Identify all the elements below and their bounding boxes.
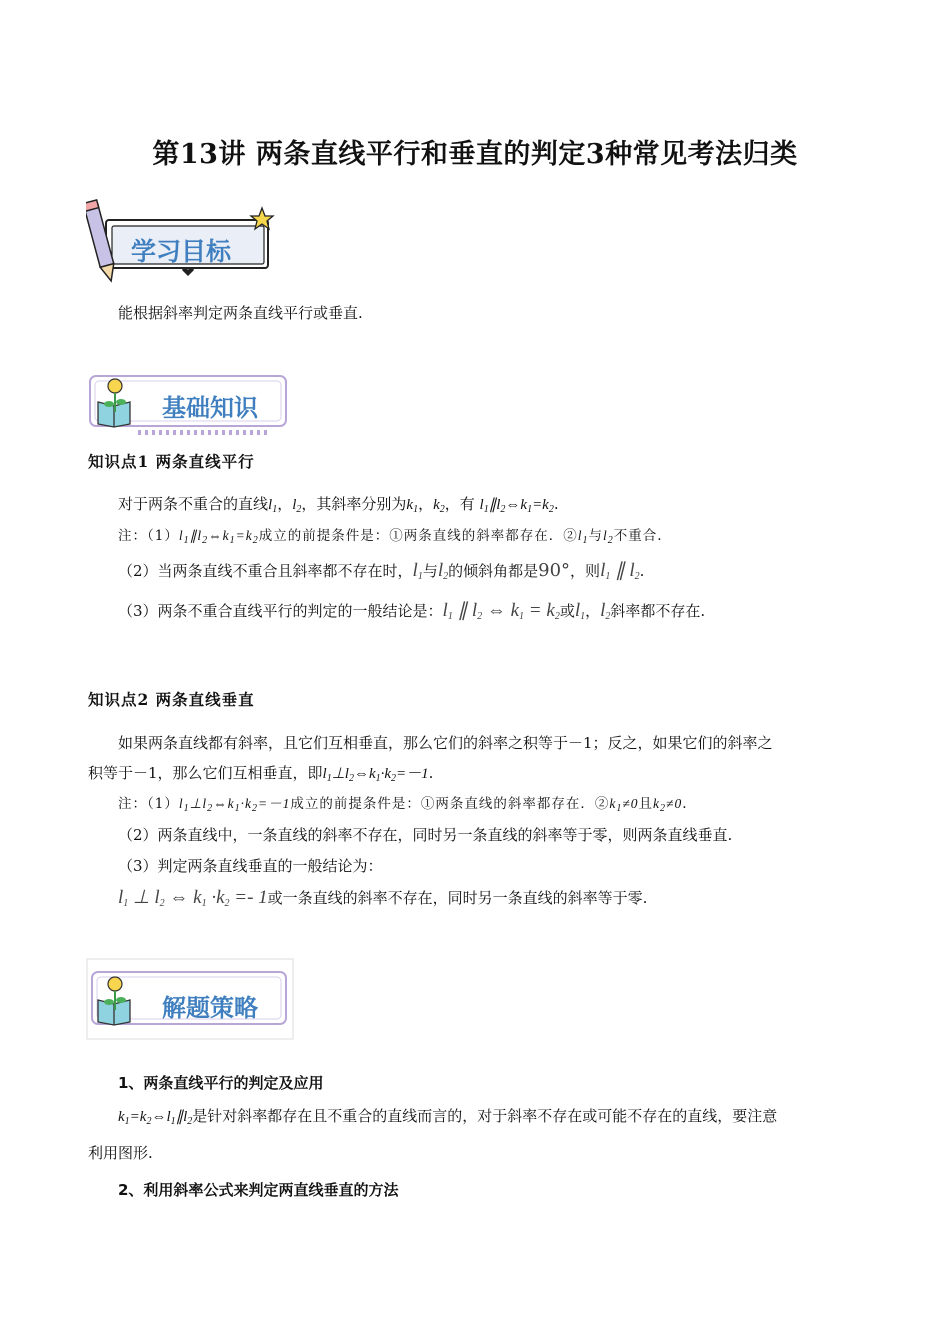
- strategy1-text-a: 是针对斜率都存在且不重合的直线而言的，对于斜率不存在或可能不存在的直线，要注意: [192, 1107, 778, 1125]
- formula: $l_1$ ∥ $l_2$: [600, 560, 640, 582]
- kp2-para-line1: 如果两条直线都有斜率，且它们互相垂直，那么它们的斜率之积等于－1；反之，如果它们的斜率之: [118, 734, 773, 752]
- formula: $l_1\perp l_2\Leftrightarrow k_1\cdot k_2=-1$: [178, 796, 291, 814]
- goal-banner: [86, 198, 276, 290]
- formula: $l_1$ ∥ $l_2$ ⇔ $k_1 = k_2$: [442, 600, 560, 622]
- formula: $l_1\perp l_2\Leftrightarrow k_1\cdot k_2=-1$: [322, 766, 429, 784]
- formula: $l_1\parallel l_2\Leftrightarrow k_1=k_2$: [178, 528, 259, 546]
- kp1-note1-text-c: 不重合.: [613, 528, 663, 544]
- kp1-note3-text-c: 斜率都不存在.: [610, 602, 706, 620]
- kp1-heading: 知识点1 两条直线平行: [88, 452, 255, 471]
- kp1-note3-text-a: （3）两条不重合直线平行的判定的一般结论是：: [118, 602, 443, 620]
- kp2-note1-text-b: 成立的前提条件是：①两条直线的斜率都存在．②: [290, 796, 610, 812]
- basic-banner: [88, 372, 288, 438]
- kp1-note1-text-a: 注：（1）: [118, 528, 179, 544]
- strategy1-heading: 1、两条直线平行的判定及应用: [118, 1074, 324, 1092]
- kp1-note2-text-b: 的倾斜角都是: [448, 562, 539, 580]
- kp1-line1-text-a: 对于两条不重合的直线: [118, 495, 269, 513]
- kp2-note2: （2）两条直线中，一条直线的斜率不存在，同时另一条直线的斜率等于零，则两条直线垂直.: [118, 826, 733, 844]
- kp1-line1-text-c: ，有: [444, 495, 475, 513]
- formula: $l_2$: [292, 497, 302, 515]
- strategy-banner: [86, 958, 294, 1040]
- formula: $k_2$: [433, 497, 445, 515]
- kp1-note2: （2）当两条直线不重合且斜率都不存在时，$l_1$与$l_2$的倾斜角都是90°，则$l_1$ ∥ $l_2$.: [118, 560, 645, 582]
- kp2-note1-text-a: 注：（1）: [118, 796, 179, 812]
- formula: $k_2\ne 0$: [653, 796, 683, 814]
- formula: $l_2$: [603, 528, 614, 546]
- formula: $l_1$: [577, 528, 589, 546]
- formula: $l_1\parallel l_2\Leftrightarrow k_1=k_2$: [479, 497, 554, 515]
- kp2-note3: （3）判定两条直线垂直的一般结论为：: [118, 857, 383, 875]
- formula: $l_1$: [574, 600, 586, 622]
- kp2-heading: 知识点2 两条直线垂直: [88, 690, 255, 709]
- formula: $k_1=k_2\Leftrightarrow l_1\parallel l_2$: [118, 1109, 193, 1127]
- formula: $k_1$: [406, 497, 419, 515]
- formula: $l_2$: [437, 560, 449, 582]
- strategy1-text-line1: [118, 1106, 777, 1132]
- kp1-note2-text-c: ，则: [570, 562, 601, 580]
- page-title: 第13讲 两条直线平行和垂直的判定3种常见考法归类: [152, 139, 798, 170]
- strategy-banner-label: 解题策略: [162, 994, 258, 1022]
- kp1-line1-text-b: ，其斜率分别为: [301, 495, 407, 513]
- formula: $l_1$: [268, 497, 278, 515]
- goal-text: 能根据斜率判定两条直线平行或垂直.: [118, 304, 363, 322]
- formula: $l_1$ ⊥ $l_2$ ⇔ $k_1 \cdot k_2 =- 1$: [118, 887, 268, 909]
- basic-banner-label: 基础知识: [162, 394, 258, 422]
- kp1-note1: 注：$(1)l_1\parallel l_2\Leftrightarrow k_1=k_2$成立的前提条件是：①两条直线的斜率都存在．$②l_1$与$l_2$不重合.: [118, 528, 663, 546]
- kp2-note3-formula-line: [118, 888, 647, 914]
- goal-banner-label: 学习目标: [131, 237, 232, 266]
- kp1-line1: 对于两条不重合的直线$l_1$，$l_2$，其斜率分别为$k_1$，$k_2$，有 $l_1\parallel l_2\Leftrightarrow k_1=k_2$.: [118, 495, 559, 515]
- formula: $l_2$: [600, 600, 611, 622]
- formula: $k_1\ne 0$: [609, 796, 639, 814]
- kp1-note3: （3）两条不重合直线平行的判定的一般结论是：$l_1$ ∥ $l_2$ ⇔ $k_1 = k_2$或$l_1$，$l_2$斜率都不存在.: [118, 600, 706, 622]
- kp1-note1-text-b: 成立的前提条件是：①两条直线的斜率都存在．②: [258, 528, 578, 544]
- formula: $l_1$: [412, 560, 423, 582]
- strategy2-heading: 2、利用斜率公式来判定两直线垂直的方法: [118, 1181, 399, 1199]
- angle-value: 90°: [538, 560, 571, 581]
- kp2-note3-tail: 或一条直线的斜率不存在，同时另一条直线的斜率等于零.: [267, 889, 648, 907]
- kp1-note3-text-b: 或: [559, 602, 575, 620]
- kp2-para-line2: 积等于－1，那么它们互相垂直，即$l_1\perp l_2\Leftrightarrow k_1\cdot k_2=-1$.: [88, 764, 434, 784]
- kp2-para-text-b: 积等于－1，那么它们互相垂直，即: [88, 764, 323, 782]
- kp2-note1: 注：$(1)l_1\perp l_2\Leftrightarrow k_1\cdot k_2=-1$成立的前提条件是：①两条直线的斜率都存在．$②k_1\ne 0$且$k_2\ne 0$.: [118, 796, 688, 814]
- strategy1-text-line2: 利用图形.: [88, 1144, 153, 1162]
- kp1-note2-text-a: （2）当两条直线不重合且斜率都不存在时，: [118, 562, 413, 580]
